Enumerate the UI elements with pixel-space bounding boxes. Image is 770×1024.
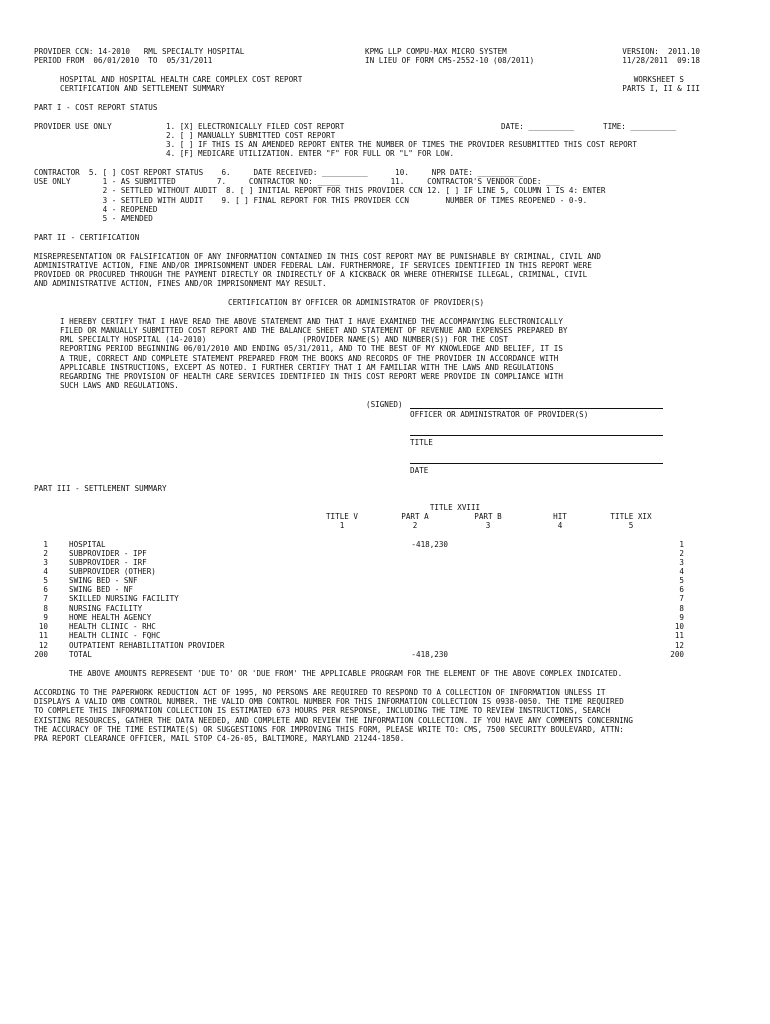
row-description: HEALTH CLINIC - RHC [69,622,156,631]
cert-line-6: APPLICABLE INSTRUCTIONS, EXCEPT AS NOTED. I FURTHER CERTIFY THAT I AM FAMILIAR WITH THE LAWS AND REGULATIONS [60,363,554,372]
row-line-number: 11 [38,631,48,640]
row-description: SUBPROVIDER - IPF [69,549,147,558]
cert-line-8: SUCH LAWS AND REGULATIONS. [60,381,179,390]
warning-line-1: MISREPRESENTATION OR FALSIFICATION OF ANY INFORMATION CONTAINED IN THIS COST REPORT MAY BE PUNISHABLE BY CRIMINAL, CIVIL AND [34,252,601,261]
report-title: HOSPITAL AND HOSPITAL HEALTH CARE COMPLEX COST REPORT [60,75,303,84]
col-title-v: TITLE V [325,512,358,521]
time-field: TIME: __________ [603,122,677,131]
col-num-5: 5 [628,521,634,530]
col-part-a: PART A [401,512,429,521]
version: VERSION: 2011.10 [622,47,700,56]
row-end-number: 10 [674,622,684,631]
row-end-number: 3 [679,558,684,567]
paperwork-line-4: EXISTING RESOURCES, GATHER THE DATA NEEDED, AND COMPLETE AND REVIEW THE INFORMATION COLLECTION. IF YOU HAVE ANY COMMENTS CONCERNING [34,716,633,725]
row-line-number: 2 [43,549,48,558]
row-line-number: 200 [34,650,48,659]
row-part-a-value: -418,230 [411,540,448,549]
title-label: TITLE [410,438,433,447]
worksheet-label: WORKSHEET S [633,75,684,84]
warning-line-4: AND ADMINISTRATIVE ACTION, FINES AND/OR IMPRISONMENT MAY RESULT. [34,279,327,288]
cert-line-1: I HEREBY CERTIFY THAT I HAVE READ THE ABOVE STATEMENT AND THAT I HAVE EXAMINED THE ACCOMPANYING ELECTRONICALLY [60,317,563,326]
part1-item-1: 1. [X] ELECTRONICALLY FILED COST REPORT [166,122,345,131]
row-end-number: 6 [679,585,684,594]
row-line-number: 12 [38,641,48,650]
settlement-note: THE ABOVE AMOUNTS REPRESENT 'DUE TO' OR 'DUE FROM' THE APPLICABLE PROGRAM FOR THE ELEMENT OF THE ABOVE COMPLEX INDICATED. [69,669,623,678]
print-datetime: 11/28/2011 09:18 [622,56,700,65]
part1-heading: PART I - COST REPORT STATUS [34,103,158,112]
period: PERIOD FROM 06/01/2010 TO 05/31/2011 [34,56,213,65]
row-description: OUTPATIENT REHABILITATION PROVIDER [69,641,225,650]
paperwork-line-6: PRA REPORT CLEARANCE OFFICER, MAIL STOP C4-26-05, BALTIMORE, MARYLAND 21244-1850. [34,734,405,743]
col-num-4: 4 [557,521,563,530]
row-description: SKILLED NURSING FACILITY [69,594,179,603]
col-hit: HIT [553,512,567,521]
row-line-number: 6 [43,585,48,594]
row-end-number: 12 [674,641,684,650]
col-num-1: 1 [339,521,345,530]
part3-heading: PART III - SETTLEMENT SUMMARY [34,484,167,493]
certification-heading: CERTIFICATION BY OFFICER OR ADMINISTRATOR OF PROVIDER(S) [228,298,485,307]
contractor-line-6: 5 - AMENDED [34,214,153,223]
row-end-number: 5 [679,576,684,585]
cert-line-5: A TRUE, CORRECT AND COMPLETE STATEMENT PREPARED FROM THE BOOKS AND RECORDS OF THE PROVIDER IN ACCORDANCE WITH [60,354,559,363]
officer-label: OFFICER OR ADMINISTRATOR OF PROVIDER(S) [410,410,589,419]
row-line-number: 8 [43,604,48,613]
col-num-2: 2 [412,521,418,530]
signature-line[interactable] [410,408,663,409]
row-end-number: 4 [679,567,684,576]
col-num-3: 3 [485,521,491,530]
date-field: DATE: __________ [501,122,575,131]
cert-line-7: REGARDING THE PROVISION OF HEALTH CARE SERVICES IDENTIFIED IN THIS COST REPORT WERE PROVIDE IN COMPLIANCE WITH [60,372,563,381]
row-description: HEALTH CLINIC - FQHC [69,631,161,640]
date-label: DATE [410,466,429,475]
paperwork-line-3: TO COMPLETE THIS INFORMATION COLLECTION IS ESTIMATED 673 HOURS PER RESPONSE, INCLUDING THE TIME TO REVIEW INSTRUCTIONS, SEARCH [34,706,611,715]
row-line-number: 7 [43,594,48,603]
row-end-number: 2 [679,549,684,558]
provider-ccn: PROVIDER CCN: 14-2010 RML SPECIALTY HOSPITAL [34,47,245,56]
row-end-number: 200 [670,650,684,659]
signed-label: (SIGNED) [366,400,403,409]
row-end-number: 9 [679,613,684,622]
part2-heading: PART II - CERTIFICATION [34,233,140,242]
row-line-number: 5 [43,576,48,585]
row-line-number: 10 [38,622,48,631]
contractor-line-5: 4 - REOPENED [34,205,158,214]
row-line-number: 9 [43,613,48,622]
row-part-a-value: -418,230 [411,650,448,659]
form-number: IN LIEU OF FORM CMS-2552-10 (08/2011) [365,56,535,65]
contractor-line-2: USE ONLY 1 - AS SUBMITTED 7. CONTRACTOR NO: _____ 11. CONTRACTOR'S VENDOR CODE: ___ [34,177,560,186]
paperwork-line-5: THE ACCURACY OF THE TIME ESTIMATE(S) OR SUGGESTIONS FOR IMPROVING THIS FORM, PLEASE WRITE TO: CMS, 7500 SECURITY BOULEVARD, ATTN: [34,725,624,734]
report-subtitle: CERTIFICATION AND SETTLEMENT SUMMARY [60,84,225,93]
part1-item-3: 3. [ ] IF THIS IS AN AMENDED REPORT ENTER THE NUMBER OF TIMES THE PROVIDER RESUBMITTED THIS COST REPORT [166,140,637,149]
contractor-line-1: CONTRACTOR 5. [ ] COST REPORT STATUS 6. DATE RECEIVED: __________ 10. NPR DATE: __________ [34,168,524,177]
row-description: NURSING FACILITY [69,604,143,613]
parts-label: PARTS I, II & III [622,84,700,93]
row-description: SUBPROVIDER - IRF [69,558,147,567]
part1-item-2: 2. [ ] MANUALLY SUBMITTED COST REPORT [166,131,336,140]
part1-item-4: 4. [F] MEDICARE UTILIZATION. ENTER "F" FOR FULL OR "L" FOR LOW. [166,149,455,158]
col-part-b: PART B [474,512,502,521]
contractor-line-3: 2 - SETTLED WITHOUT AUDIT 8. [ ] INITIAL REPORT FOR THIS PROVIDER CCN 12. [ ] IF LINE 5, COLUMN 1 IS 4: ENTER [34,186,606,195]
row-end-number: 7 [679,594,684,603]
row-description: SUBPROVIDER (OTHER) [69,567,156,576]
row-line-number: 1 [43,540,48,549]
warning-line-2: ADMINISTRATIVE ACTION, FINE AND/OR IMPRISONMENT UNDER FEDERAL LAW. FURTHERMORE, IF SERVICES IDENTIFIED IN THIS REPORT WERE [34,261,592,270]
cert-line-3: RML SPECIALTY HOSPITAL (14-2010) (PROVIDER NAME(S) AND NUMBER(S)) FOR THE COST [60,335,509,344]
paperwork-line-2: DISPLAYS A VALID OMB CONTROL NUMBER. THE VALID OMB CONTROL NUMBER FOR THIS INFORMATION COLLECTION IS 0938-0050. THE TIME REQUIRED [34,697,624,706]
contractor-line-4: 3 - SETTLED WITH AUDIT 9. [ ] FINAL REPORT FOR THIS PROVIDER CCN NUMBER OF TIMES REOPENED - 0-9. [34,196,588,205]
row-end-number: 1 [679,540,684,549]
row-line-number: 4 [43,567,48,576]
row-description: SWING BED - NF [69,585,134,594]
row-description: HOME HEALTH AGENCY [69,613,152,622]
title-xviii-header: TITLE XVIII [429,503,481,512]
row-description: HOSPITAL [69,540,106,549]
row-end-number: 11 [674,631,684,640]
paperwork-line-1: ACCORDING TO THE PAPERWORK REDUCTION ACT OF 1995, NO PERSONS ARE REQUIRED TO RESPOND TO A COLLECTION OF INFORMATION UNLESS IT [34,688,606,697]
cert-line-4: REPORTING PERIOD BEGINNING 06/01/2010 AND ENDING 05/31/2011, AND TO THE BEST OF MY KNOWLEDGE AND BELIEF, IT IS [60,344,563,353]
title-line[interactable] [410,435,663,436]
row-line-number: 3 [43,558,48,567]
warning-line-3: PROVIDED OR PROCURED THROUGH THE PAYMENT DIRECTLY OR INDIRECTLY OF A KICKBACK OR WHERE OTHERWISE ILLEGAL, CRIMINAL, CIVIL [34,270,588,279]
row-description: TOTAL [69,650,92,659]
date-line[interactable] [410,463,663,464]
provider-use-only: PROVIDER USE ONLY [34,122,112,131]
col-title-xix: TITLE XIX [610,512,652,521]
row-description: SWING BED - SNF [69,576,138,585]
system-name: KPMG LLP COMPU-MAX MICRO SYSTEM [365,47,507,56]
cert-line-2: FILED OR MANUALLY SUBMITTED COST REPORT AND THE BALANCE SHEET AND STATEMENT OF REVENUE AND EXPENSES PREPARED BY [60,326,568,335]
row-end-number: 8 [679,604,684,613]
